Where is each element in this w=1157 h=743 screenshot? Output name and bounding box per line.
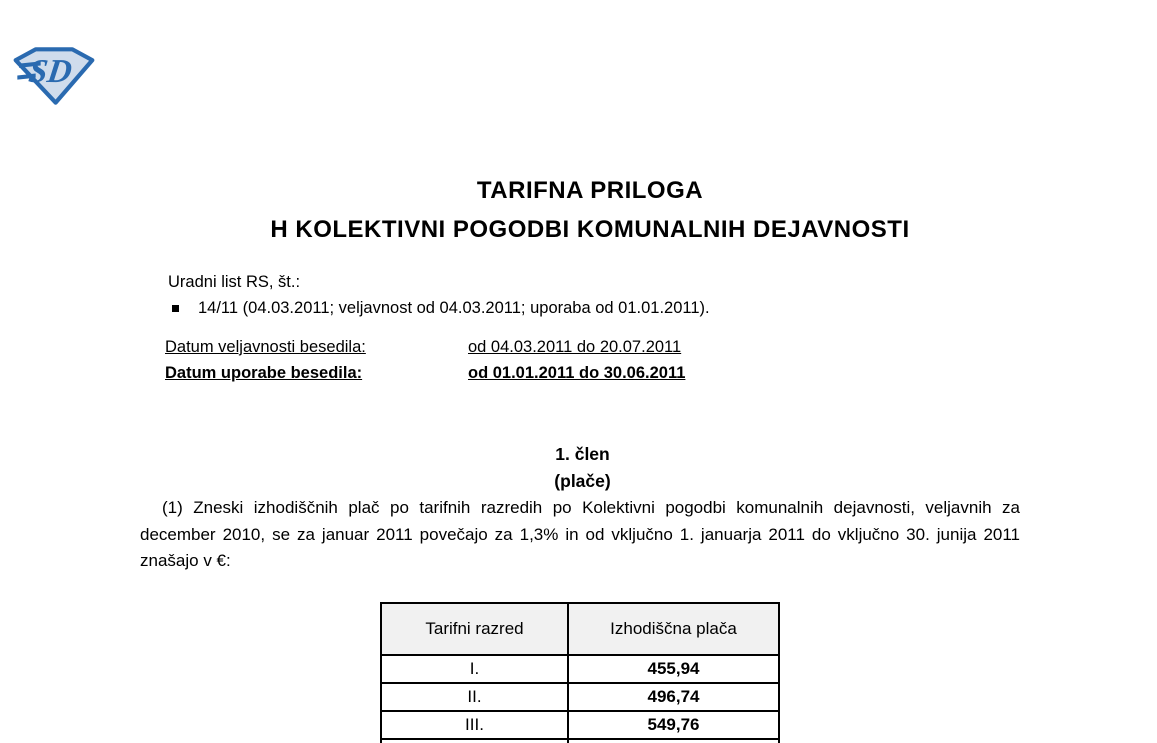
salary-table <box>380 602 780 743</box>
square-bullet-icon <box>172 305 179 312</box>
salary-table-header-row <box>381 603 779 655</box>
table-row-clipped <box>381 739 779 743</box>
article-paragraph: (1) Zneski izhodiščnih plač po tarifnih razredih po Kolektivni pogodbi komunalnih dejavnosti, veljavnih za december 2010, se za januar 2011 povečajo za 1,3% in od vključno 1. januarja 2011 do vključno 30. junija 2011 znašajo v €: <box>140 498 1020 570</box>
article-subtitle: (plače) <box>554 471 611 491</box>
sd-logo <box>12 46 96 106</box>
validity-label: Datum veljavnosti besedila: <box>165 338 366 356</box>
title-line-1: TARIFNA PRILOGA <box>476 177 704 204</box>
tariff-class-cell: II. <box>381 683 568 711</box>
gazette-list-item <box>172 299 710 318</box>
tariff-class-cell: III. <box>381 711 568 739</box>
header-base-salary: Izhodiščna plača <box>568 603 779 655</box>
salary-cell: 549,76 <box>568 711 779 739</box>
article-heading <box>140 441 1025 495</box>
usage-label: Datum uporabe besedila: <box>165 364 363 382</box>
table-row <box>381 655 779 683</box>
salary-cell: 455,94 <box>568 655 779 683</box>
header-tariff-class: Tarifni razred <box>381 603 568 655</box>
usage-value: od 01.01.2011 do 30.06.2011 <box>468 364 686 382</box>
article-number: 1. člen <box>555 444 610 464</box>
table-row <box>381 711 779 739</box>
gazette-item-text: 14/11 (04.03.2011; veljavnost od 04.03.2011; uporaba od 01.01.2011). <box>198 299 710 317</box>
document-title <box>140 171 1040 249</box>
salary-cell <box>568 739 779 743</box>
sd-shield-icon <box>12 46 96 106</box>
validity-dates-block <box>165 336 685 384</box>
table-row <box>381 683 779 711</box>
tariff-class-cell <box>381 739 568 743</box>
svg-text:SD: SD <box>26 52 75 90</box>
gazette-heading: Uradni list RS, št.: <box>168 273 301 291</box>
salary-cell: 496,74 <box>568 683 779 711</box>
validity-value: od 04.03.2011 do 20.07.2011 <box>468 338 682 356</box>
tariff-class-cell: I. <box>381 655 568 683</box>
title-line-2: H KOLEKTIVNI POGODBI KOMUNALNIH DEJAVNOSTI <box>270 216 910 243</box>
